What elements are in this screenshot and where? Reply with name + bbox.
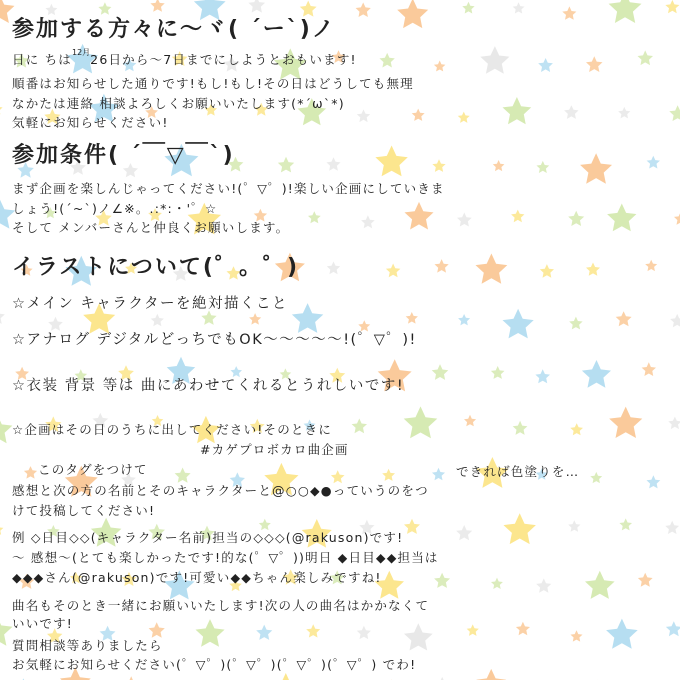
posting-line-4: 感想と次の方の名前とそのキャラクターと@○○◆●っていうのをつ bbox=[12, 483, 429, 498]
closing-line-1: 質問相談等ありましたら bbox=[12, 638, 163, 653]
intro-line-1-rest: 26日から〜7日までにしようとおもいます! bbox=[90, 52, 357, 67]
header-conditions: 参加条件( ´￣▽￣`) bbox=[12, 143, 235, 168]
song-line-1: 曲名もそのとき一緒にお願いいたします!次の人の曲名はかかなくて bbox=[12, 598, 430, 613]
conditions-line-3: そして メンバーさんと仲良くお願いします。 bbox=[12, 220, 290, 235]
intro-prefix: 日に ちは bbox=[12, 52, 72, 67]
example-line-2: 〜 感想〜(とても楽しかったです!的な(゜▽゜))明日 ◆日目◆◆担当は bbox=[12, 550, 439, 565]
posting-line-1: ☆企画はその日のうちに出してください!そのときに bbox=[12, 422, 333, 437]
example-line-3: ◆◆◆さん(@rakuson)です!可愛い◆◆ちゃん楽しみですね! bbox=[12, 570, 382, 585]
posting-coloring-note: できれば色塗りを… bbox=[456, 464, 580, 479]
posting-tag-instruction: このタグをつけて bbox=[38, 462, 148, 477]
conditions-line-1: まず企画を楽しんじゃってください!(゜▽゜)!楽しい企画にしていきま bbox=[12, 181, 445, 196]
intro-line-1 bbox=[12, 50, 357, 68]
conditions-line-2: しょう!(´~`)ノ∠※。.:*:・'゜☆ bbox=[12, 201, 218, 216]
closing-line-2: お気軽にお知らせください(゜▽゜)(゜▽゜)(゜▽゜)(゜▽゜) でわ! bbox=[12, 657, 417, 672]
intro-line-4: 気軽にお知らせください! bbox=[12, 115, 169, 130]
illust-rule-main-character: ☆メイン キャラクターを絶対描くこと bbox=[12, 296, 289, 312]
header-illustration: イラストについて(゜。゜) bbox=[12, 255, 300, 280]
example-line-1: 例 ◇日目◇◇(キャラクター名前)担当の◇◇◇(@rakuson)です! bbox=[12, 530, 404, 545]
intro-line-2: 順番はお知らせした通りです!もし!もし!その日はどうしても無理 bbox=[12, 76, 414, 91]
posting-line-5: けて投稿してください! bbox=[12, 503, 156, 518]
intro-month-note: 12月 bbox=[71, 48, 91, 57]
illust-rule-costume-background: ☆衣装 背景 等は 曲にあわせてくれるとうれしいです! bbox=[12, 378, 405, 394]
song-line-2: いいです! bbox=[12, 616, 74, 631]
intro-line-3: なかたは連絡 相談よろしくお願いいたします(*´ω`*) bbox=[12, 96, 345, 111]
header-participants: 参加する方々に〜ヾ( ´ー`)ノ bbox=[12, 17, 336, 42]
posting-hashtag: #カゲプロボカロ曲企画 bbox=[200, 442, 349, 457]
illust-rule-analog-digital: ☆アナログ デジタルどっちでもOK〜〜〜〜〜!(゜▽゜)! bbox=[12, 332, 417, 348]
